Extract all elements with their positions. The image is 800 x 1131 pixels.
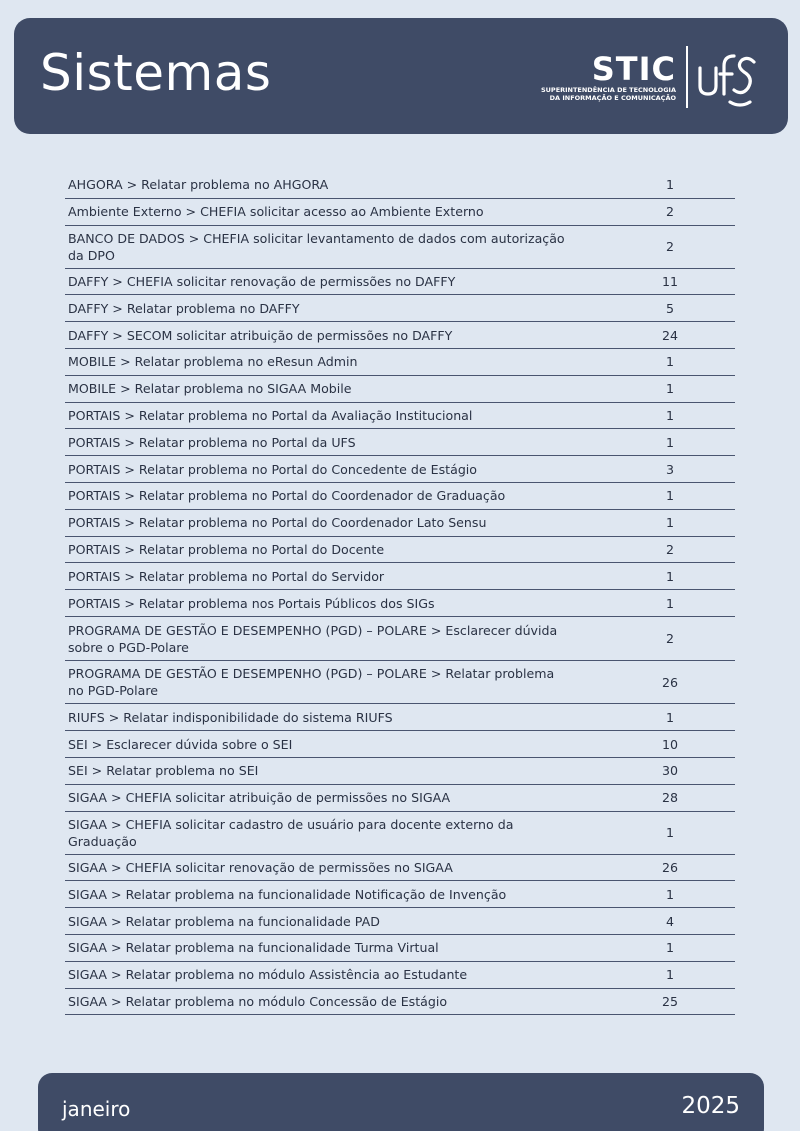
row-count: 4 — [665, 913, 674, 929]
row-label: PORTAIS > Relatar problema no Portal do Docente — [68, 541, 385, 557]
row-count: 2 — [665, 239, 674, 255]
stic-logo — [541, 52, 676, 102]
table-row — [65, 269, 735, 296]
table-row — [65, 704, 735, 731]
row-label: PROGRAMA DE GESTÃO E DESEMPENHO (PGD) – POLARE > Esclarecer dúvida sobre o PGD-Polare — [68, 622, 558, 655]
row-label: PORTAIS > Relatar problema no Portal do Coordenador de Graduação — [68, 488, 506, 504]
ufs-logo-icon — [696, 44, 760, 110]
row-label: MOBILE > Relatar problema no SIGAA Mobile — [68, 381, 352, 397]
row-label: SIGAA > Relatar problema na funcionalidade Turma Virtual — [68, 940, 439, 956]
table-row — [65, 661, 735, 704]
row-count: 10 — [661, 736, 679, 752]
row-label: SEI > Relatar problema no SEI — [68, 763, 259, 779]
table-row — [65, 483, 735, 510]
table-row — [65, 563, 735, 590]
table-row — [65, 322, 735, 349]
table-row — [65, 456, 735, 483]
table-row — [65, 855, 735, 882]
table-row — [65, 617, 735, 662]
table-row — [65, 429, 735, 456]
table-row — [65, 989, 735, 1016]
table-row — [65, 403, 735, 430]
row-count: 1 — [665, 515, 674, 531]
row-count: 2 — [665, 541, 674, 557]
table-row — [65, 812, 735, 855]
row-label: PORTAIS > Relatar problema no Portal da Avaliação Institucional — [68, 407, 473, 423]
footer-banner — [38, 1073, 764, 1131]
row-label: SIGAA > Relatar problema na funcionalidade PAD — [68, 913, 380, 929]
row-label: SIGAA > CHEFIA solicitar atribuição de permissões no SIGAA — [68, 790, 451, 806]
row-label: PORTAIS > Relatar problema no Portal da UFS — [68, 434, 356, 450]
row-count: 1 — [665, 886, 674, 902]
row-count: 1 — [665, 940, 674, 956]
table-row — [65, 510, 735, 537]
row-count: 2 — [665, 204, 674, 220]
table-row — [65, 731, 735, 758]
row-count: 1 — [665, 381, 674, 397]
table-row — [65, 199, 735, 226]
row-count: 26 — [661, 860, 679, 876]
logo-divider — [686, 46, 688, 108]
row-count: 11 — [661, 273, 679, 289]
row-label: SEI > Esclarecer dúvida sobre o SEI — [68, 736, 293, 752]
table-row — [65, 376, 735, 403]
row-label: SIGAA > CHEFIA solicitar renovação de permissões no SIGAA — [68, 860, 453, 876]
row-count: 24 — [661, 327, 679, 343]
row-count: 1 — [665, 407, 674, 423]
row-label: PORTAIS > Relatar problema no Portal do Concedente de Estágio — [68, 461, 478, 477]
table-row — [65, 226, 735, 269]
row-count: 5 — [665, 300, 674, 316]
table-row — [65, 590, 735, 617]
header-banner — [14, 18, 788, 134]
table-row — [65, 758, 735, 785]
row-count: 1 — [665, 354, 674, 370]
row-label: SIGAA > Relatar problema na funcionalidade Notificação de Invenção — [68, 886, 507, 902]
stic-ufs-logo — [541, 42, 760, 112]
table-row — [65, 537, 735, 564]
row-count: 1 — [665, 434, 674, 450]
row-label: DAFFY > CHEFIA solicitar renovação de permissões no DAFFY — [68, 273, 456, 289]
row-count: 2 — [665, 631, 674, 647]
row-label: PORTAIS > Relatar problema no Portal do Servidor — [68, 568, 385, 584]
row-count: 28 — [661, 790, 679, 806]
row-label: PROGRAMA DE GESTÃO E DESEMPENHO (PGD) – POLARE > Relatar problema no PGD-Polare — [68, 666, 555, 699]
table-row — [65, 172, 735, 199]
row-label: BANCO DE DADOS > CHEFIA solicitar levantamento de dados com autorização da DPO — [68, 230, 565, 263]
row-label: MOBILE > Relatar problema no eResun Admin — [68, 354, 358, 370]
row-count: 1 — [665, 595, 674, 611]
table-row — [65, 785, 735, 812]
row-label: DAFFY > Relatar problema no DAFFY — [68, 300, 300, 316]
row-label: PORTAIS > Relatar problema no Portal do Coordenador Lato Sensu — [68, 515, 487, 531]
row-count: 1 — [665, 568, 674, 584]
row-label: DAFFY > SECOM solicitar atribuição de permissões no DAFFY — [68, 327, 453, 343]
row-count: 1 — [665, 967, 674, 983]
table-row — [65, 881, 735, 908]
row-label: SIGAA > Relatar problema no módulo Concessão de Estágio — [68, 994, 448, 1010]
systems-table — [65, 172, 735, 1015]
stic-logo-name: STIC — [591, 50, 676, 88]
footer-year: 2025 — [681, 1093, 740, 1119]
stic-logo-subtitle-1: SUPERINTENDÊNCIA DE TECNOLOGIA — [540, 86, 676, 94]
row-label: SIGAA > Relatar problema no módulo Assistência ao Estudante — [68, 967, 468, 983]
row-count: 25 — [661, 994, 679, 1010]
row-label: RIUFS > Relatar indisponibilidade do sistema RIUFS — [68, 709, 393, 725]
table-row — [65, 908, 735, 935]
table-row — [65, 935, 735, 962]
row-count: 30 — [661, 763, 679, 779]
table-row — [65, 349, 735, 376]
row-count: 1 — [665, 825, 674, 841]
row-count: 26 — [661, 674, 679, 690]
row-label: PORTAIS > Relatar problema nos Portais Públicos dos SIGs — [68, 595, 435, 611]
table-row — [65, 962, 735, 989]
row-label: AHGORA > Relatar problema no AHGORA — [68, 177, 329, 193]
row-label: SIGAA > CHEFIA solicitar cadastro de usuário para docente externo da Graduação — [68, 816, 514, 849]
row-label: Ambiente Externo > CHEFIA solicitar acesso ao Ambiente Externo — [68, 204, 484, 220]
table-row — [65, 295, 735, 322]
page-title: Sistemas — [40, 44, 272, 102]
footer-month: janeiro — [62, 1097, 131, 1121]
row-count: 1 — [665, 709, 674, 725]
row-count: 1 — [665, 488, 674, 504]
row-count: 1 — [665, 177, 674, 193]
stic-logo-subtitle-2: DA INFORMAÇÃO E COMUNICAÇÃO — [549, 94, 676, 102]
row-count: 3 — [665, 461, 674, 477]
